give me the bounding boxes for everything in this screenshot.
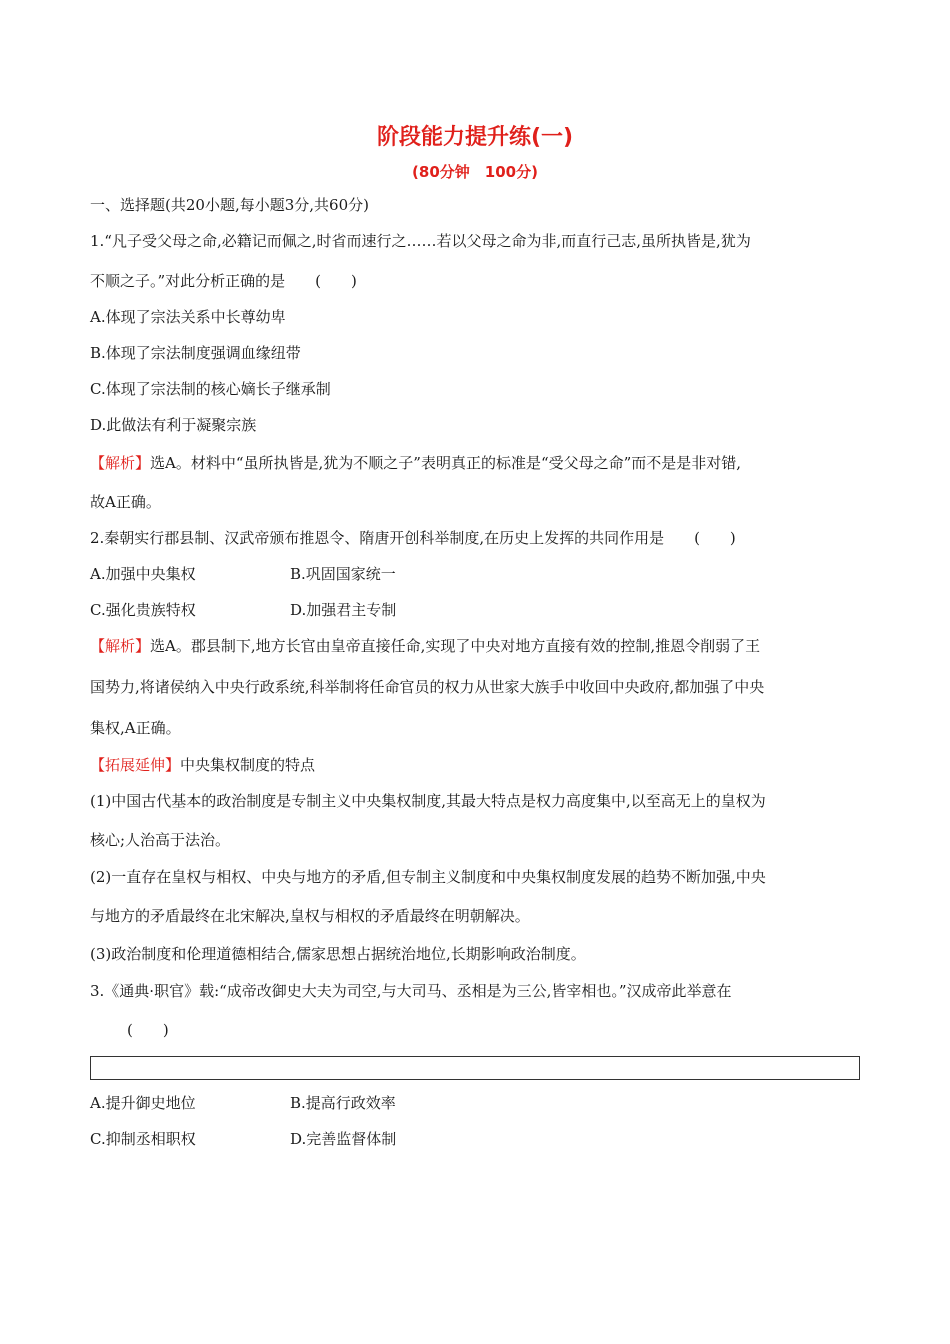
q2-option-b: B.巩固国家统一	[290, 565, 396, 583]
q2-analysis-line-2: 国势力,将诸侯纳入中央行政系统,科举制将任命官员的权力从世家大族手中收回中央政府,都加强了中央	[90, 678, 765, 696]
q2-analysis-line-3: 集权,A正确。	[90, 719, 181, 737]
analysis-text: 选A。材料中“虽所执皆是,犹为不顺之子”表明真正的标准是“受父母之命”而不是是非对错,	[150, 454, 742, 472]
q2-extend-point-1-line-2: 核心;人治高于法治。	[90, 831, 231, 849]
q3-option-a: A.提升御史地位	[90, 1094, 196, 1112]
q3-options-row-1	[90, 1093, 870, 1113]
page-subtitle: (80分钟 100分)	[412, 163, 538, 181]
q1-option-a: A.体现了宗法关系中长尊幼卑	[90, 308, 286, 326]
analysis-tag: 【解析】	[90, 454, 151, 472]
q1-option-c: C.体现了宗法制的核心嫡长子继承制	[90, 380, 331, 398]
q1-stem-line-1: 1.“凡子受父母之命,必籍记而佩之,时省而速行之……若以父母之命为非,而直行己志,虽所执皆是,犹为	[90, 232, 751, 250]
section-heading: 一、选择题(共20小题,每小题3分,共60分)	[90, 196, 369, 214]
q2-options-row-2	[90, 600, 870, 620]
q1-option-b: B.体现了宗法制度强调血缘纽带	[90, 344, 301, 362]
analysis-text: 选A。郡县制下,地方长官由皇帝直接任命,实现了中央对地方直接有效的控制,推恩令削弱了王	[150, 637, 761, 655]
q2-extend-point-2-line-1: (2)一直存在皇权与相权、中央与地方的矛盾,但专制主义制度和中央集权制度发展的趋势不断加强,中央	[90, 868, 766, 886]
q1-stem-line-2: 不顺之子。”对此分析正确的是 ( )	[90, 272, 357, 290]
q2-extend-point-2-line-2: 与地方的矛盾最终在北宋解决,皇权与相权的矛盾最终在明朝解决。	[90, 907, 530, 925]
q3-option-d: D.完善监督体制	[290, 1130, 397, 1148]
q3-option-c: C.抑制丞相职权	[90, 1130, 196, 1148]
answer-box	[90, 1056, 860, 1080]
page-title: 阶段能力提升练(一)	[376, 125, 574, 150]
q1-analysis-line-2: 故A正确。	[90, 493, 161, 511]
q2-extend-heading	[90, 755, 870, 775]
q2-stem: 2.秦朝实行郡县制、汉武帝颁布推恩令、隋唐开创科举制度,在历史上发挥的共同作用是 ( )	[90, 529, 736, 547]
q2-options-row-1	[90, 564, 870, 584]
extend-tag: 【拓展延伸】	[90, 756, 181, 774]
q2-option-c: C.强化贵族特权	[90, 601, 196, 619]
q3-option-b: B.提高行政效率	[290, 1094, 396, 1112]
q1-analysis-line-1	[90, 453, 870, 473]
q3-stem-line-1: 3.《通典·职官》载:“成帝改御史大夫为司空,与大司马、丞相是为三公,皆宰相也。”汉成帝此举意在	[90, 982, 732, 1000]
q2-option-d: D.加强君主专制	[290, 601, 397, 619]
analysis-tag: 【解析】	[90, 637, 151, 655]
q2-extend-point-3: (3)政治制度和伦理道德相结合,儒家思想占据统治地位,长期影响政治制度。	[90, 945, 586, 963]
q3-options-row-2	[90, 1129, 870, 1149]
q2-option-a: A.加强中央集权	[90, 565, 196, 583]
q2-analysis-line-1	[90, 636, 870, 656]
extend-title: 中央集权制度的特点	[180, 756, 316, 774]
q3-stem-line-2: ( )	[127, 1021, 169, 1039]
q1-option-d: D.此做法有利于凝聚宗族	[90, 416, 257, 434]
q2-extend-point-1-line-1: (1)中国古代基本的政治制度是专制主义中央集权制度,其最大特点是权力高度集中,以至高无上的皇权为	[90, 792, 766, 810]
